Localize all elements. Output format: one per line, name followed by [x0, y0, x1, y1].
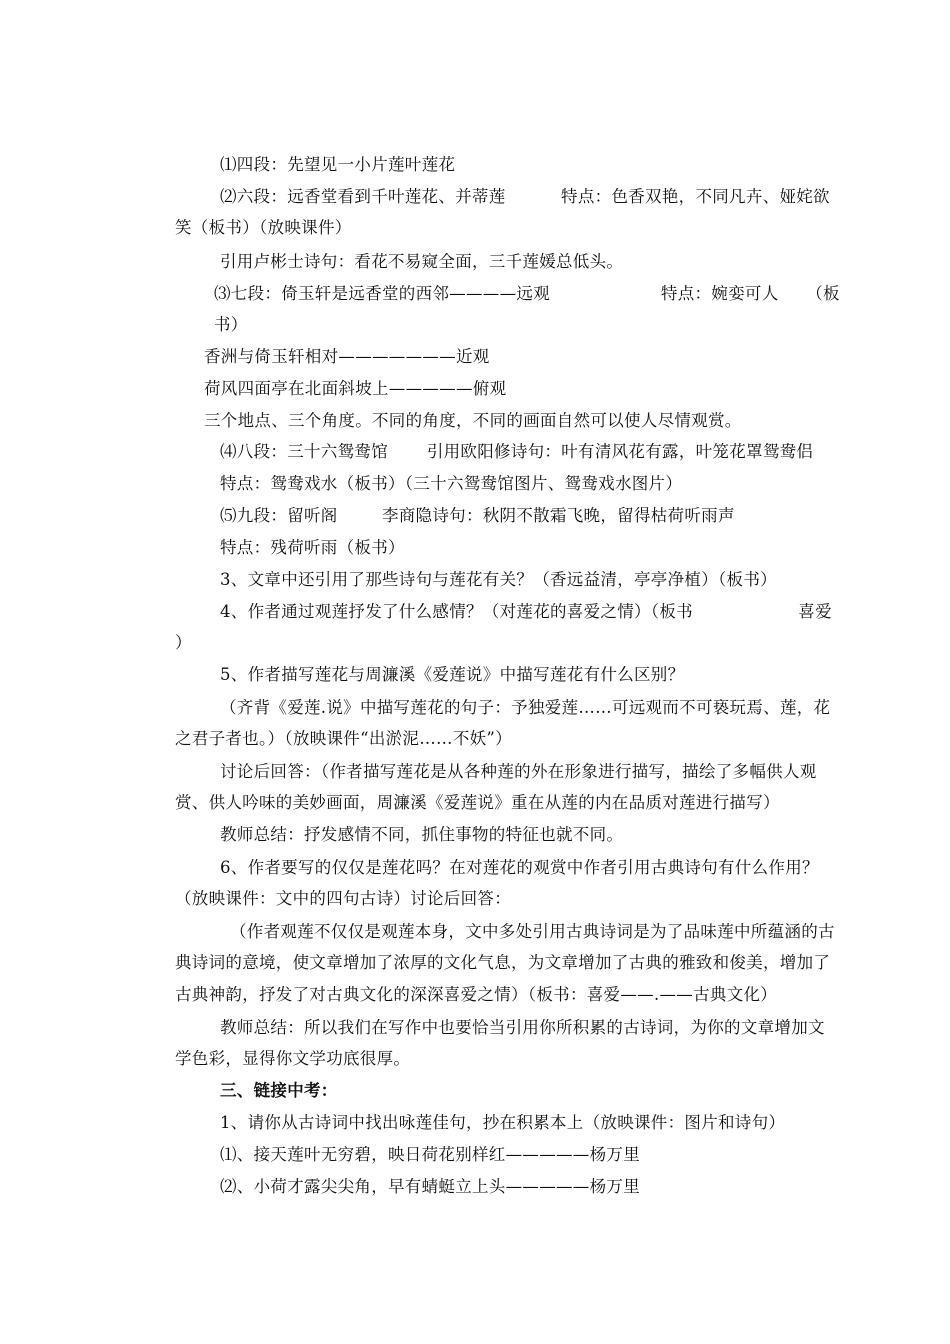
text-line-31: 1、请你从古诗词中找出咏莲佳句，抄在积累本上（放映课件：图片和诗句）	[220, 1113, 786, 1132]
text-line-24: （放映课件：文中的四句古诗）讨论后回答：	[175, 889, 511, 908]
text-line-1: ⑴四段：先望见一小片莲叶莲花	[220, 155, 456, 174]
text-line-25: （作者观莲不仅仅是观莲本身，文中多处引用古典诗词是为了品味莲中所蕴涵的古	[230, 922, 835, 941]
text-line-10: ⑷八段：三十六鸳鸯馆 引用欧阳修诗句：叶有清风花有露，叶笼花罩鸳鸯侣	[220, 442, 814, 461]
text-line-7: 香洲与倚玉轩相对———————近观	[204, 347, 490, 366]
text-line-13: 特点：残荷听雨（板书）	[220, 538, 405, 557]
text-line-15: 4、作者通过观莲抒发了什么感情？（对莲花的喜爱之情）（板书 喜爱	[220, 602, 832, 621]
text-line-18: （齐背《爱莲.说》中描写莲花的句子：予独爱莲……可远观而不可亵玩焉、莲，花	[220, 698, 831, 717]
text-line-16: ）	[175, 633, 192, 652]
text-line-3: 笑（板书）（放映课件）	[175, 218, 352, 237]
text-line-4: 引用卢彬士诗句：看花不易窥全面，三千莲媛总低头。	[220, 252, 624, 271]
section-heading: 三、链接中考：	[220, 1081, 338, 1100]
text-line-11: 特点：鸳鸯戏水（板书）（三十六鸳鸯馆图片、鸳鸯戏水图片）	[220, 474, 683, 493]
text-line-2: ⑵六段：远香堂看到千叶莲花、并蒂莲 特点：色香双艳，不同凡卉、娅姹欲	[220, 187, 830, 206]
text-line-27: 古典神韵，抒发了对古典文化的深深喜爱之情）（板书：喜爱——.——古典文化）	[175, 985, 778, 1004]
text-line-19: 之君子者也。）（放映课件“出淤泥……不妖”）	[175, 729, 512, 748]
text-line-17: 5、作者描写莲花与周濂溪《爱莲说》中描写莲花有什么区别？	[220, 665, 685, 684]
text-line-8: 荷风四面亭在北面斜坡上—————俯观	[204, 379, 507, 398]
text-line-26: 典诗词的意境，使文章增加了浓厚的文化气息，为文章增加了古典的雅致和俊美，增加了	[175, 953, 831, 972]
text-line-5: ⑶七段：倚玉轩是远香堂的西邻————远观 特点：婉娈可人 （板	[214, 284, 840, 303]
text-line-21: 赏、供人吟味的美妙画面，周濂溪《爱莲说》重在从莲的内在品质对莲进行描写）	[175, 793, 780, 812]
text-line-14: 3、文章中还引用了那些诗句与莲花有关？（香远益清，亭亭净植）（板书）	[220, 570, 777, 589]
text-line-33: ⑵、小荷才露尖尖角，早有蜻蜓立上头—————杨万里	[220, 1177, 640, 1196]
text-line-29: 学色彩，显得你文学功底很厚。	[175, 1049, 411, 1068]
text-line-20: 讨论后回答：（作者描写莲花是从各种莲的外在形象进行描写，描绘了多幅供人观	[220, 762, 817, 781]
text-line-22: 教师总结：抒发感情不同，抓住事物的特征也就不同。	[220, 825, 624, 844]
text-line-6: 书）	[214, 315, 248, 334]
text-line-32: ⑴、接天莲叶无穷碧，映日荷花别样红—————杨万里	[220, 1145, 640, 1164]
text-line-12: ⑸九段：留听阁 李商隐诗句：秋阴不散霜飞晚，留得枯荷听雨声	[220, 506, 735, 525]
text-line-9: 三个地点、三个角度。不同的角度，不同的画面自然可以使人尽情观赏。	[204, 411, 742, 430]
text-line-23: 6、作者要写的仅仅是莲花吗？在对莲花的观赏中作者引用古典诗句有什么作用？	[220, 858, 819, 877]
text-line-28: 教师总结：所以我们在写作中也要恰当引用你所积累的古诗词，为你的文章增加文	[220, 1018, 825, 1037]
